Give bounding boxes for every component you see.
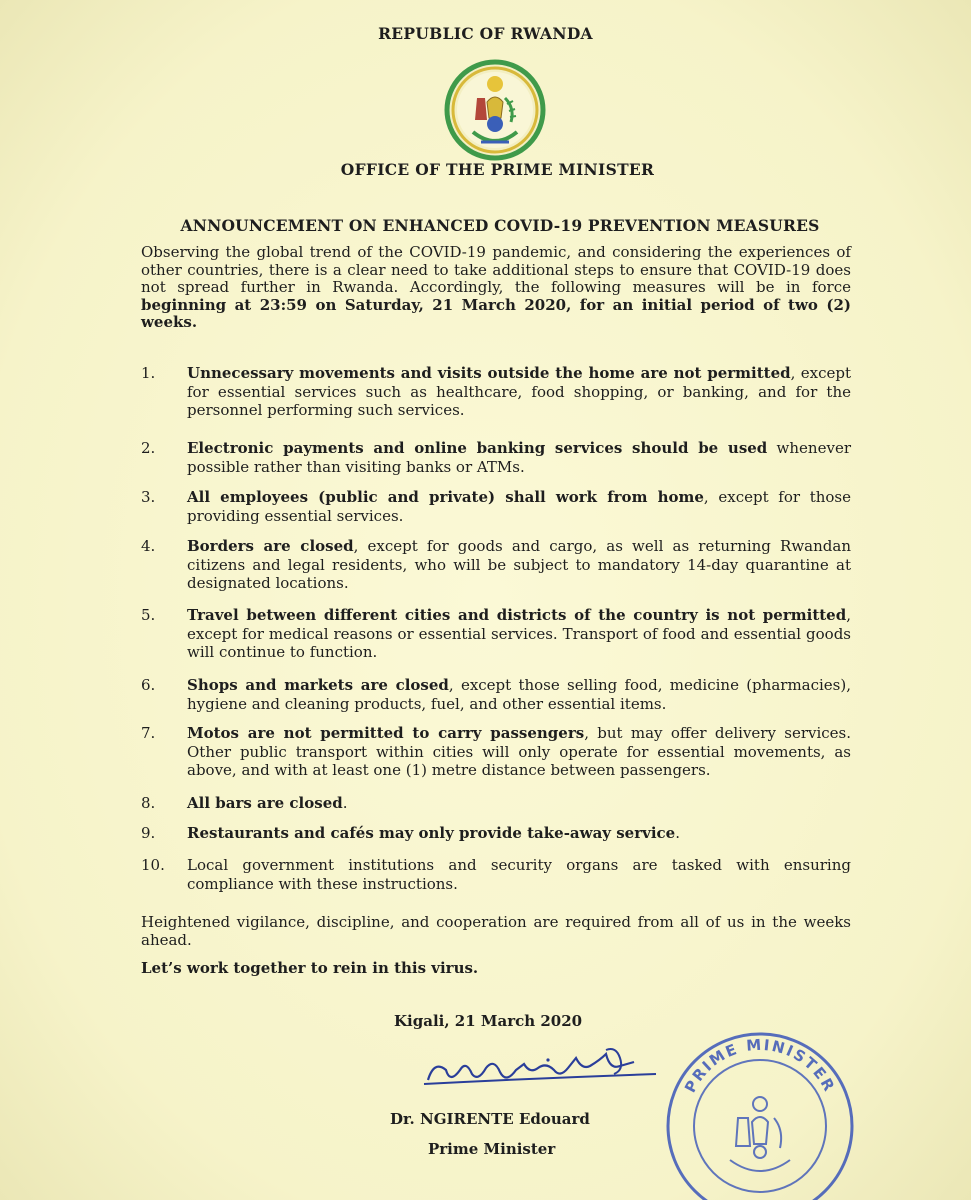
handwritten-signature-icon — [420, 1040, 660, 1100]
measure-number: 3. — [141, 488, 156, 506]
measure-text: whenever possible rather than visiting banks or ATMs. — [187, 439, 851, 476]
measure-number: 5. — [141, 606, 156, 624]
intro-text: Observing the global trend of the COVID-19 pandemic, and considering the experiences of other countries, there is a clear need to take additional steps to ensure that COVID-19 does not spread further in Rwanda. Accordingly, the following measures will be in force — [141, 243, 851, 296]
rwanda-coat-of-arms-icon — [443, 58, 547, 162]
announcement-title: ANNOUNCEMENT ON ENHANCED COVID-19 PREVENTION MEASURES — [180, 216, 820, 235]
measure-heading: Shops and markets are closed — [187, 676, 449, 694]
measure-text: , except for those providing essential services. — [187, 488, 851, 525]
measure-heading: All bars are closed — [187, 794, 343, 812]
signatory-name: Dr. NGIRENTE Edouard — [390, 1110, 590, 1128]
measure-number: 9. — [141, 824, 156, 842]
measure-text: , except those selling food, medicine (pharmacies), hygiene and cleaning products, fuel, and other essential items. — [187, 676, 851, 713]
measure-heading: Motos are not permitted to carry passengers — [187, 724, 585, 742]
measure-text: , but may offer delivery services. Other public transport within cities will only operate for essential movements, as above, and with at least one (1) metre distance between passengers. — [187, 724, 852, 779]
measure-heading: Travel between different cities and districts of the country is not permitted — [187, 606, 847, 624]
measure-item-8 — [141, 794, 851, 813]
measure-number: 10. — [141, 856, 165, 874]
measure-item-4 — [141, 537, 851, 593]
measure-number: 1. — [141, 364, 156, 382]
vigilance-paragraph: Heightened vigilance, discipline, and cooperation are required from all of us in the weeks ahead. — [141, 913, 851, 949]
measure-number: 6. — [141, 676, 156, 694]
measure-heading: Unnecessary movements and visits outside the home are not permitted — [187, 364, 791, 382]
measure-number: 2. — [141, 439, 156, 457]
measure-heading: Borders are closed — [187, 537, 354, 555]
measure-heading: Restaurants and cafés may only provide take-away service — [187, 824, 676, 842]
measure-item-7 — [141, 724, 851, 780]
measure-text: Local government institutions and security organs are tasked with ensuring compliance with these instructions. — [187, 856, 851, 893]
signatory-role: Prime Minister — [428, 1140, 556, 1158]
stamp-text: PRIME MINISTER — [681, 1035, 839, 1096]
measure-item-2 — [141, 439, 851, 476]
measure-text: , except for medical reasons or essential services. Transport of food and essential goods will continue to function. — [187, 606, 851, 661]
measure-text: , except for goods and cargo, as well as returning Rwandan citizens and legal residents, who will be subject to mandatory 14-day quarantine at designated locations. — [187, 537, 851, 592]
measure-text: . — [342, 794, 348, 812]
measure-text: , except for essential services such as healthcare, food shopping, or banking, and for the personnel performing such services. — [187, 364, 851, 419]
measure-item-5 — [141, 606, 851, 662]
measure-number: 7. — [141, 724, 156, 742]
measure-heading: All employees (public and private) shall work from home — [187, 488, 704, 506]
measure-heading: Electronic payments and online banking services should be used — [187, 439, 768, 457]
republic-heading: REPUBLIC OF RWANDA — [378, 24, 593, 43]
svg-text:PRIME MINISTER — [681, 1036, 839, 1096]
measure-item-3 — [141, 488, 851, 525]
intro-effective-date: beginning at 23:59 on Saturday, 21 March 2020, for an initial period of two (2) weeks. — [141, 295, 851, 331]
closing-line: Let’s work together to rein in this virus. — [141, 959, 479, 977]
measure-item-6 — [141, 676, 851, 713]
measure-item-1 — [141, 364, 851, 420]
intro-paragraph — [141, 244, 851, 332]
measure-number: 8. — [141, 794, 156, 812]
office-heading: OFFICE OF THE PRIME MINISTER — [340, 160, 655, 179]
measure-text: . — [675, 824, 680, 842]
place-date: Kigali, 21 March 2020 — [394, 1012, 583, 1030]
measure-item-10 — [141, 856, 851, 893]
measure-item-9 — [141, 824, 851, 843]
official-seal-stamp-icon — [660, 1022, 860, 1200]
measure-number: 4. — [141, 537, 156, 555]
